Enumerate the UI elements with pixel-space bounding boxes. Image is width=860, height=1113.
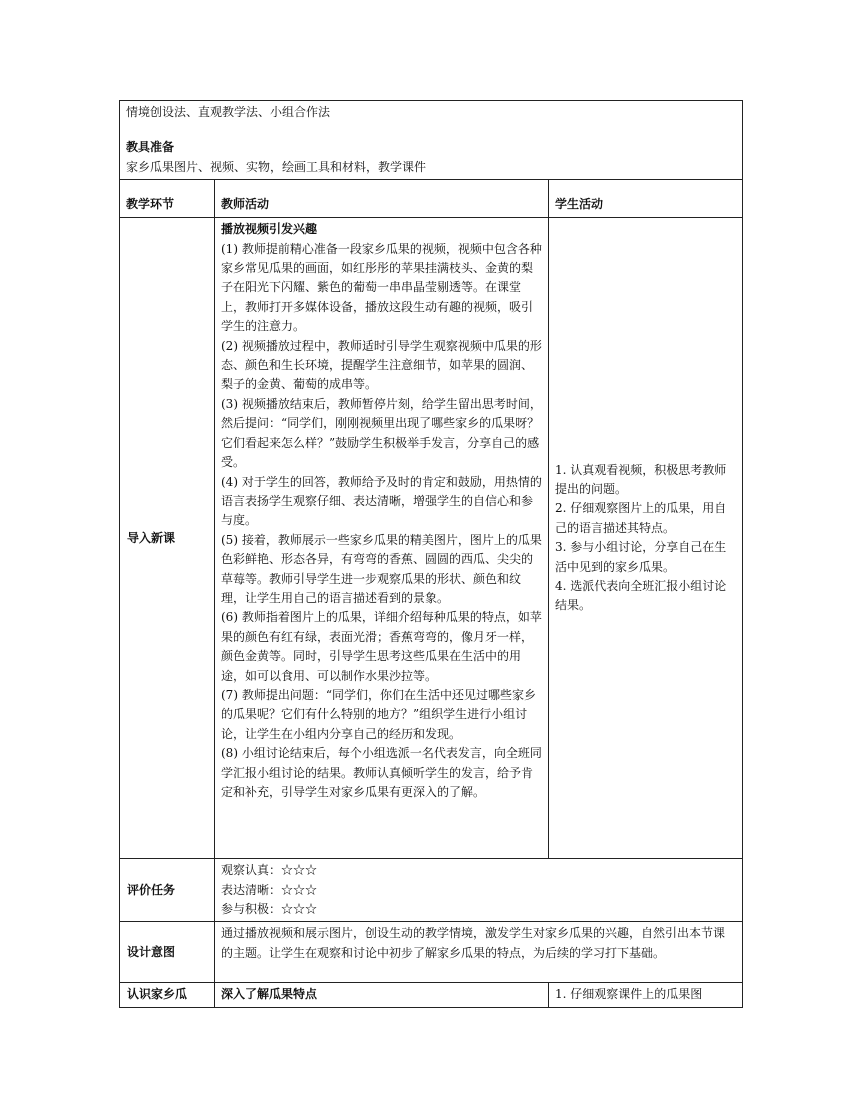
student-step-1: 1. 认真观看视频，积极思考教师提出的问题。 bbox=[555, 462, 727, 496]
teacher-step-8: (8) 小组讨论结束后，每个小组选派一名代表发言，向全班同学汇报小组讨论的结果。教师认真倾听学生的发言，给予肯定和补充，引导学生对家乡瓜果有更深入的了解。 bbox=[221, 746, 542, 799]
evaluation-item-participate: 参与积极：☆☆☆ bbox=[221, 902, 318, 917]
tools-text: 家乡瓜果图片、视频、实物，绘画工具和材料，教学课件 bbox=[126, 159, 427, 174]
section1-row bbox=[120, 218, 743, 859]
design-label: 设计意图 bbox=[120, 922, 215, 983]
teacher-step-7: (7) 教师提出问题：“同学们，你们在生活中还见过哪些家乡的瓜果呢？它们有什么特别的地方？”组织学生进行小组讨论，让学生在小组内分享自己的经历和发现。 bbox=[221, 687, 536, 741]
teacher-step-6: (6) 教师指着图片上的瓜果，详细介绍每种瓜果的特点，如苹果的颜色有红有绿，表面光滑；香蕉弯弯的，像月牙一样，颜色金黄等。同时，引导学生思考这些瓜果在生活中的用途，如可以食用、可以制作水果沙拉等。 bbox=[221, 610, 542, 683]
evaluation-row bbox=[120, 859, 743, 922]
teacher-step-3: (3) 视频播放结束后，教师暂停片刻，给学生留出思考时间，然后提问：“同学们，刚刚视频里出现了哪些家乡的瓜果呀？它们看起来怎么样？”鼓励学生积极举手发言，分享自己的感受。 bbox=[221, 396, 542, 470]
intro-cell bbox=[120, 101, 743, 180]
teacher-step-1: (1) 教师提前精心准备一段家乡瓜果的视频，视频中包含各种家乡常见瓜果的画面，如红彤彤的苹果挂满枝头、金黄的梨子在阳光下闪耀、紫色的葡萄一串串晶莹剔透等。在课堂上，教师打开多媒体设备，播放这段生动有趣的视频，吸引学生的注意力。 bbox=[221, 241, 542, 334]
section2-title: 深入了解瓜果特点 bbox=[215, 983, 549, 1007]
evaluation-items bbox=[215, 859, 743, 922]
student-step-4: 4. 选派代表向全班汇报小组讨论结果。 bbox=[555, 579, 727, 613]
section1-student bbox=[549, 218, 743, 859]
section1-label: 导入新课 bbox=[120, 218, 215, 859]
header-stage: 教学环节 bbox=[120, 180, 215, 218]
section2-row bbox=[120, 983, 743, 1007]
evaluation-item-observe: 观察认真：☆☆☆ bbox=[221, 863, 318, 878]
header-teacher: 教师活动 bbox=[215, 180, 549, 218]
section2-label: 认识家乡瓜 bbox=[120, 983, 215, 1007]
student-step-2: 2. 仔细观察图片上的瓜果，用自己的语言描述其特点。 bbox=[555, 501, 727, 535]
header-row bbox=[120, 180, 743, 218]
teacher-step-5: (5) 接着，教师展示一些家乡瓜果的精美图片，图片上的瓜果色彩鲜艳、形态各异，有弯弯的香蕉、圆圆的西瓜、尖尖的草莓等。教师引导学生进一步观察瓜果的形状、颜色和纹理，让学生用自己的语言描述看到的景象。 bbox=[221, 532, 542, 605]
evaluation-item-express: 表达清晰：☆☆☆ bbox=[221, 882, 318, 897]
header-student: 学生活动 bbox=[549, 180, 743, 218]
design-text: 通过播放视频和展示图片，创设生动的教学情境，激发学生对家乡瓜果的兴趣，自然引出本节课的主题。让学生在观察和讨论中初步了解家乡瓜果的特点，为后续的学习打下基础。 bbox=[215, 922, 743, 983]
teacher-step-4: (4) 对于学生的回答，教师给予及时的肯定和鼓励，用热情的语言表扬学生观察仔细、表达清晰，增强学生的自信心和参与度。 bbox=[221, 474, 542, 528]
lesson-plan-table bbox=[119, 100, 743, 1008]
design-row bbox=[120, 922, 743, 983]
teaching-methods: 情境创设法、直观教学法、小组合作法 bbox=[126, 105, 331, 119]
student-step-3: 3. 参与小组讨论，分享自己在生活中见到的家乡瓜果。 bbox=[555, 540, 727, 574]
teacher-step-2: (2) 视频播放过程中，教师适时引导学生观察视频中瓜果的形态、颜色和生长环境，提醒学生注意细节，如苹果的圆润、梨子的金黄、葡萄的成串等。 bbox=[221, 338, 542, 392]
intro-row bbox=[120, 101, 743, 180]
evaluation-label: 评价任务 bbox=[120, 859, 215, 922]
section1-title: 播放视频引发兴趣 bbox=[221, 222, 318, 237]
section1-teacher bbox=[215, 218, 549, 859]
tools-heading: 教具准备 bbox=[126, 140, 175, 155]
section2-student-first: 1. 仔细观察课件上的瓜果图 bbox=[549, 983, 743, 1007]
